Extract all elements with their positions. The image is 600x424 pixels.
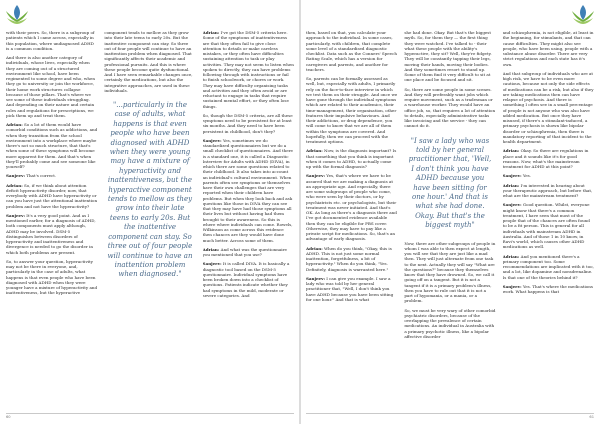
right-page — [300, 0, 600, 424]
body-paragraph — [306, 76, 397, 144]
speaker-name: Adrian: — [502, 253, 520, 259]
paragraph-text: with their peers. So, there is a subgroup of patients which I came across, especially in this population, where undiagnosed ADHD is a common condition. — [6, 30, 95, 51]
page-number: 61 — [589, 415, 594, 419]
paragraph-text: Okay. So there are regulations in place and it sounds like it's for good reasons. Now, what's the mainstream treatment for ADHD at this point? — [502, 148, 589, 169]
text-column — [503, 30, 594, 410]
paragraph-text: I'm interested in hearing about your therapeutic approach, but before that, what are the mainstream treatment? — [502, 182, 593, 198]
paragraph-text: Yes, that's where we have to be assured that we are making a diagnosis at an appropriate age. And especially, there are some subgroups of people who come, who were seen by their doctors, or by psychiatrists etc. or psychologists, but their treatment was never initiated. And that's OK. As long as there's a diagnosis there and I've got documented evidence available then they can be eligible for PBS cover. Otherwise, they may have to pay like a private script for medications. So, that's an advantage of early diagnosis. — [306, 173, 397, 242]
paragraph-text: When do you think, "Okay, this is ADHD. This is not just some normal inattention, forgetfulness, a bit of hyperactivity." When do you think, "Yes. Definitely, diagnosis is warranted here." — [306, 245, 392, 272]
speaker-name: Adrian: — [6, 182, 23, 188]
dialogue-paragraph — [203, 30, 294, 109]
body-paragraph — [6, 259, 97, 296]
paragraph-text: then, based on that, you calculate your approach to the individual. In some cases, particularly, with children, that complete some level of a standardised diagnostic checklist. Data such as the Conners' Speech Rating Scale, which has a version for caregivers and parents, and another for teachers. — [306, 30, 397, 72]
paragraph-text: Now, there are other subgroups of people in whom I was able to then expect at length, you will see that they are just like a mad then. They will just alternate from one task to the next. Actually they will say "What are the questions?" because they themselves know that they have drowned. So, we call it going off on a tangent. But it is not a tangent if it is a primary problem's illness, then you have to rule out that it is not a part of hypomania, or a mania, or a problem. — [404, 240, 496, 304]
speaker-name: Adrian: — [502, 182, 520, 188]
dialogue-paragraph — [6, 183, 97, 209]
paragraph-text: So, though the DSM-5 criteria, are all these symptoms need to be persistent for at least six months. And they need to have been persistent in childhood, don't they? — [202, 112, 293, 134]
body-paragraph — [404, 30, 495, 83]
footer-rule — [6, 413, 294, 414]
dialogue-paragraph — [203, 261, 294, 298]
speaker-name: Adrian: — [306, 245, 323, 251]
dialogue-paragraph — [6, 173, 97, 178]
body-paragraph — [104, 30, 195, 93]
paragraph-text: So, if we think about attention deficit hyperactivity disorder, now, that everybody with ADHD have hyperactivity or can you have just the attentional inattention problem and not have the hyperactivity? — [6, 182, 98, 209]
text-column — [6, 30, 97, 410]
lotus-logo-icon — [570, 3, 596, 25]
dialogue-paragraph — [203, 247, 294, 258]
paragraph-text: So, to answer your question, hyperactivity may not be there in everyone, and, particularly in the case of adults, what happens is that even people who have been diagnosed with ADHD when they were younger have a mixture of hyperactivity and inattentiveness, but the hyperactive — [6, 258, 98, 296]
paragraph-text: she had done. Okay. But that's the biggest myth. So, for them they — the first thing they were watched. I've talked to - their what these people with the ability's hyperactive, they sit? Well, they're fidgety. They will be constantly tapping their legs, moving their hands, moving their bodies. And they sometimes resort to stand up. Some of them find it very difficult to sit at one place and be focused and sit. — [404, 30, 492, 83]
paragraph-text: Good question. Whilst, everyone might know that there's a common treatment, I have seen that most of the people that of the chances are often found to be a fit person. This is general for all individuals with mainstream ADHD in Australia. And of those 1 in 10 know, in Ravi's world, which causes other ADHD medications as well. — [502, 202, 590, 250]
paragraph-text: Now, is the diagnosis important? Is that something that you think is important when it comes to ADHD, to actually come up with the formal diagnosis? — [306, 148, 397, 169]
body-paragraph — [6, 55, 97, 118]
dialogue-paragraph — [503, 173, 594, 178]
paragraph-text: And what was the questionnaire you mentioned that you use? — [202, 246, 287, 257]
pull-quote: "I saw a lady who was told by her general practitioner that, 'Well, I don't think you have ADHD because you have been sitting for one hour.' And that is what she had done. Okay. But that's the biggest myth" — [408, 136, 492, 230]
speaker-name: Sanjeev: — [6, 173, 25, 179]
speaker-name: Sanjeev: — [502, 202, 522, 208]
dialogue-paragraph — [306, 246, 397, 272]
dialogue-paragraph — [203, 138, 294, 243]
paragraph-text: Yes. — [522, 173, 531, 179]
speaker-name: Sanjeev: — [502, 173, 522, 179]
text-column — [404, 30, 495, 410]
dialogue-paragraph — [503, 254, 594, 280]
body-paragraph — [404, 241, 495, 304]
text-column — [104, 30, 195, 410]
speaker-name: Sanjeev: — [6, 212, 25, 218]
footer-rule — [306, 413, 594, 414]
dialogue-paragraph — [306, 173, 397, 241]
dialogue-paragraph — [503, 183, 594, 199]
lotus-logo-icon — [4, 3, 30, 25]
paragraph-text: That's correct. — [26, 173, 57, 179]
speaker-name: Sanjeev: — [306, 173, 325, 179]
paragraph-text: So a lot of them would have comorbid conditions such as addictions, and when they transition from the school environment into a workplace where maybe there's not so much structure, that that's when some of these symptoms will become more apparent for them. And that's when they'll probably come and see someone like yourself? — [6, 122, 98, 169]
body-paragraph — [503, 30, 594, 67]
paragraph-text: and schizophrenia, is not eligible, at least in the beginning, for stimulants, and that can cause difficulties. They might also see people, who have been using, people with a substance abuse disorder. There are very strict regulations and each state has it's own. — [502, 30, 594, 67]
speaker-name: Adrian: — [502, 148, 520, 154]
paragraph-text: It is called DIVA. It is basically a diagnostic tool based on the DSM-5 questionnaire. Individual symptoms have been broken down into a checklist of questions. Patients indicate whether they had symptoms in the mild, moderate or severe categories. And — [202, 261, 290, 298]
speaker-name: Adrian: — [202, 30, 220, 35]
body-paragraph — [404, 308, 495, 340]
paragraph-text: So, parents can be formally assessed as well, but, especially with adults, I primarily rely on the face-to-face interview in which we test them on their struggle. And once we have gone through the individual symptoms which are related to their academics, their time-management, their organisation, other features their impulsive behaviours. And their addictions, or drug dependence, you will come to know that we are all of them within the symptoms are covered. And hopefully, then we can proceed with the treatment options. — [306, 76, 398, 144]
body-paragraph — [203, 113, 294, 134]
paragraph-text: And that subgroup of individuals who are at high risk, we have to be even more cautious, because not only the side effects of medications can be a risk, but also if they are taking medications then can have relapse of psychosis. And there is something I often see in a small percentage of people is not anyone who was also have added medication. But once they have misused, if there's a stimulant-induced, a primary psychosis is shown like bipolar disorder or schizophrenia, then there is mandatory reporting of that incident to the health department. — [502, 70, 594, 144]
paragraph-text: It's a very good point. And as I mentioned earlier, for a diagnosis of ADHD, both components must apply although, ADHD may be involved. DSM-5 distinguishes between disorders of hyperactivity and inattentiveness and divergence is needed to go the disorder in which both problems are present. — [6, 212, 96, 255]
dialogue-paragraph — [503, 148, 594, 169]
body-paragraph — [306, 30, 397, 72]
paragraph-text: Yes. That's where the medications work. What happens is that — [502, 283, 593, 294]
speaker-name: Adrian: — [306, 148, 323, 154]
paragraph-text: Yes, sometimes we do standardized questionnaires but we do a small checklist of questionnaires. And there is a standard one, it is called a Diagnostic Interview for Adults with ADHD (DIVA), in which there are some questions related to their childhood. It also takes into account an individual's cultural environment. When parents often see symptoms or themselves have their own challenges that are very reported when their children have problems. But when they look back and ask questions like those in DIVA they can see that they may have had those symptoms all their lives but without having had them brought to their awareness. So this is where where individuals can come. Rowels, Wilkinson as come across this evidence then chances are they would have done much better. Across some of them. — [202, 137, 293, 243]
dialogue-paragraph — [306, 276, 397, 302]
speaker-name: Sanjeev: — [202, 261, 222, 267]
paragraph-text: And you mentioned there's a primary component too. Some recommendations are implicated with it too, and a lot, like dopamine and noradrenaline. Is that one of the theories behind it? — [502, 253, 594, 280]
body-paragraph — [503, 71, 594, 145]
dialogue-paragraph — [503, 202, 594, 249]
speaker-name: Adrian: — [202, 246, 220, 252]
text-column — [203, 30, 294, 410]
speaker-name: Sanjeev: — [306, 275, 325, 281]
speaker-name: Sanjeev: — [502, 283, 522, 289]
text-column — [306, 30, 397, 410]
dialogue-paragraph — [6, 122, 97, 169]
page-number: 60 — [6, 415, 11, 419]
paragraph-text: component tends to mellow as they grow into their late teens to early 20s. But the inattentive component can stay. So three out of four people will continue to have an inattention problem when diagnosed. That significantly affects their academic and professional pursuits. And this is where these people become quite dysfunctional. And I have seen remarkable changes once, certainly the medications, but also the integrative approaches, are used in these individuals. — [104, 30, 193, 93]
paragraph-text: And there is also another category of individuals, whose lives, especially when they are coming out of a structured environment like school, have been regimented to some degree and who, when they go to university or join the workforce, their home work structures collapse because of those pillars. That's where we see some of these individuals struggling. And depending on their nature and certain roles and regulations for prescriptions, we pick them up and treat them. — [6, 55, 95, 118]
body-paragraph — [404, 87, 495, 129]
dialogue-paragraph — [503, 284, 594, 295]
right-footer — [306, 413, 594, 421]
speaker-name: Sanjeev: — [202, 137, 222, 143]
paragraph-text: I've got the DSM-5 criteria here. Some of the symptoms of inattentiveness are that they often fail to give close attention to details or make careless mistakes, or they often have difficulties sustaining attention to task or play activities. They may not seem to listen when spoken to directly, they can have problems following through with instructions or fail to finish schoolwork, or chores or work. They may have difficulty organising tasks and activities and they often avoid or are reluctant to engage in tasks that require sustained mental effort, or they often lose things. — [202, 30, 294, 109]
pull-quote: "...particularly in the case of adults, what happens is that even people who have been diagnosed with ADHD when they were young may have a mixture of hyperactivity and inattentiveness, but the hyperactive component tends to mellow as they grow into their late teens to early 20s. But the inattentive component can stay. So three out of four people will continue to have an inattention problem when diagnosed." — [107, 101, 193, 279]
body-paragraph — [6, 30, 97, 51]
left-footer — [6, 413, 294, 421]
paragraph-text: So, there are some people in some scenes. And they will preferably want jobs which require movement, such as a tradesman or a warehouse worker. They would have an office job, so, that requires a lot of attention to details, especially administrative tasks like invoicing and the service - they can cannot do it. — [404, 86, 496, 129]
speaker-name: Adrian: — [6, 122, 23, 127]
dialogue-paragraph — [6, 213, 97, 255]
left-columns — [6, 30, 294, 410]
right-columns — [306, 30, 594, 410]
paragraph-text: I can give you example. I saw a lady who was told by her general practitioner that, "Well, I don't think you have ADHD because you have been sitting for one hour." And that is what — [306, 275, 394, 302]
dialogue-paragraph — [306, 148, 397, 169]
paragraph-text: So, we must be very wary of other comorbid psychiatric disorders, because of the overlapping the prevalence of certain medications. An individual in Australia with a primary psychotic illness, like a bipolar affective disorder — [404, 307, 496, 339]
